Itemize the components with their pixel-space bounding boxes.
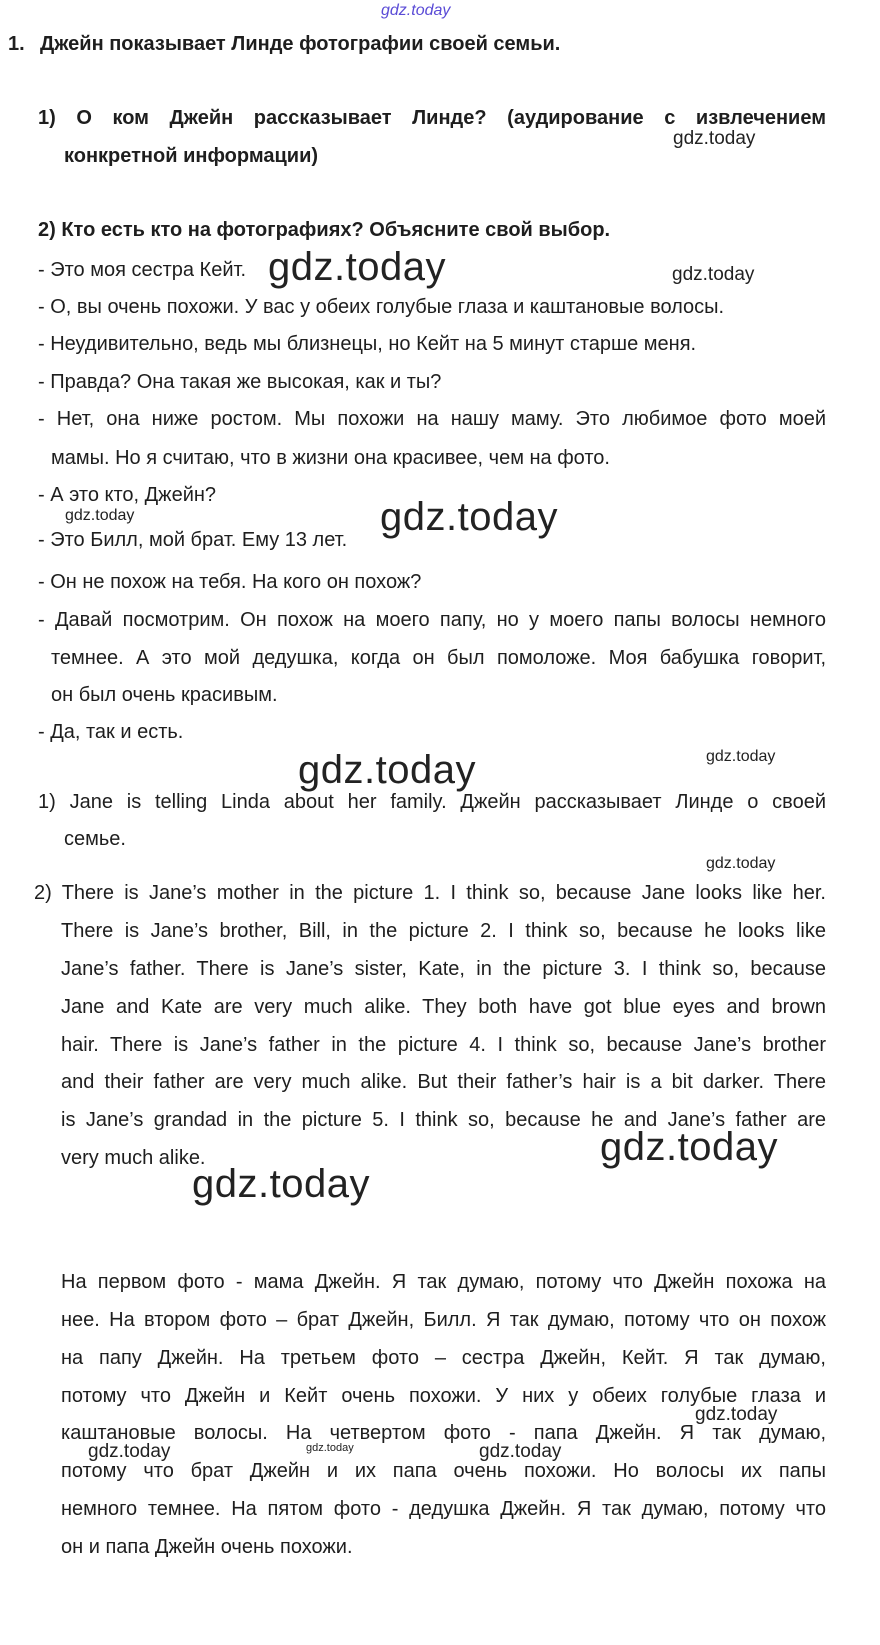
watermark: gdz.today <box>706 855 776 872</box>
answer-2-line: very much alike. <box>61 1147 206 1169</box>
answer-2-line: 2) There is Jane’s mother in the picture 1. I think so, because Jane looks like her. <box>34 882 826 904</box>
watermark: gdz.today <box>479 1441 562 1462</box>
answer-2-line: Jane’s father. There is Jane’s sister, Kate, in the picture 3. I think so, because <box>61 958 826 980</box>
watermark: gdz.today <box>192 1162 370 1206</box>
translation-line: нее. На втором фото – брат Джейн, Билл. Я так думаю, потому что он похож <box>61 1309 826 1331</box>
answer-1-line-2: семье. <box>64 828 126 850</box>
dialogue-line: - Нет, она ниже ростом. Мы похожи на нашу маму. Это любимое фото моей <box>38 408 826 430</box>
task-number: 1. <box>8 33 25 55</box>
watermark: gdz.today <box>65 507 135 524</box>
watermark: gdz.today <box>695 1404 778 1425</box>
watermark: gdz.today <box>672 264 755 285</box>
translation-line: потому что брат Джейн и их папа очень похожи. Но волосы их папы <box>61 1460 826 1482</box>
question-1-line-2: конкретной информации) <box>64 145 319 167</box>
dialogue-line: он был очень красивым. <box>51 684 278 706</box>
answer-2-line: is Jane’s grandad in the picture 5. I think so, because he and Jane’s father are <box>61 1109 826 1131</box>
dialogue-line: - Это Билл, мой брат. Ему 13 лет. <box>38 529 348 551</box>
answer-2-line: hair. There is Jane’s father in the picture 4. I think so, because Jane’s brother <box>61 1034 826 1056</box>
answer-2-line: Jane and Kate are very much alike. They both have got blue eyes and brown <box>61 996 826 1018</box>
translation-line: каштановые волосы. На четвертом фото - папа Джейн. Я так думаю, <box>61 1422 826 1444</box>
watermark: gdz.today <box>380 495 558 539</box>
watermark: gdz.today <box>673 128 756 149</box>
watermark: gdz.today <box>306 1442 354 1454</box>
dialogue-line: - А это кто, Джейн? <box>38 484 217 506</box>
answer-1-line-1: 1) Jane is telling Linda about her family. Джейн рассказывает Линде о своей <box>38 791 826 813</box>
watermark: gdz.today <box>88 1441 171 1462</box>
watermark-top: gdz.today <box>381 2 451 19</box>
question-1-line-1: 1) О ком Джейн рассказывает Линде? (аудирование с извлечением <box>38 107 826 129</box>
translation-line: На первом фото - мама Джейн. Я так думаю, потому что Джейн похожа на <box>61 1271 826 1293</box>
dialogue-line: - Он не похож на тебя. На кого он похож? <box>38 571 422 593</box>
answer-2-line: There is Jane’s brother, Bill, in the picture 2. I think so, because he looks like <box>61 920 826 942</box>
translation-line: на папу Джейн. На третьем фото – сестра Джейн, Кейт. Я так думаю, <box>61 1347 826 1369</box>
dialogue-line: - О, вы очень похожи. У вас у обеих голубые глаза и каштановые волосы. <box>38 296 725 318</box>
dialogue-line: темнее. А это мой дедушка, когда он был помоложе. Моя бабушка говорит, <box>51 647 826 669</box>
dialogue-line: - Неудивительно, ведь мы близнецы, но Кейт на 5 минут старше меня. <box>38 333 697 355</box>
dialogue-line: мамы. Но я считаю, что в жизни она красивее, чем на фото. <box>51 447 610 469</box>
watermark: gdz.today <box>706 748 776 765</box>
dialogue-line: - Да, так и есть. <box>38 721 184 743</box>
watermark: gdz.today <box>268 245 446 289</box>
dialogue-line: - Правда? Она такая же высокая, как и ты? <box>38 371 442 393</box>
dialogue-line: - Давай посмотрим. Он похож на моего папу, но у моего папы волосы немного <box>38 609 826 631</box>
translation-line: потому что Джейн и Кейт очень похожи. У них у обеих голубые глаза и <box>61 1385 826 1407</box>
translation-line: он и папа Джейн очень похожи. <box>61 1536 353 1558</box>
watermark: gdz.today <box>600 1125 778 1169</box>
watermark: gdz.today <box>298 748 476 792</box>
task-title: Джейн показывает Линде фотографии своей семьи. <box>40 33 561 55</box>
answer-2-line: and their father are very much alike. But their father’s hair is a bit darker. There <box>61 1071 826 1093</box>
translation-line: немного темнее. На пятом фото - дедушка Джейн. Я так думаю, потому что <box>61 1498 826 1520</box>
dialogue-line: - Это моя сестра Кейт. <box>38 259 246 281</box>
question-2-heading: 2) Кто есть кто на фотографиях? Объясните свой выбор. <box>38 219 611 241</box>
